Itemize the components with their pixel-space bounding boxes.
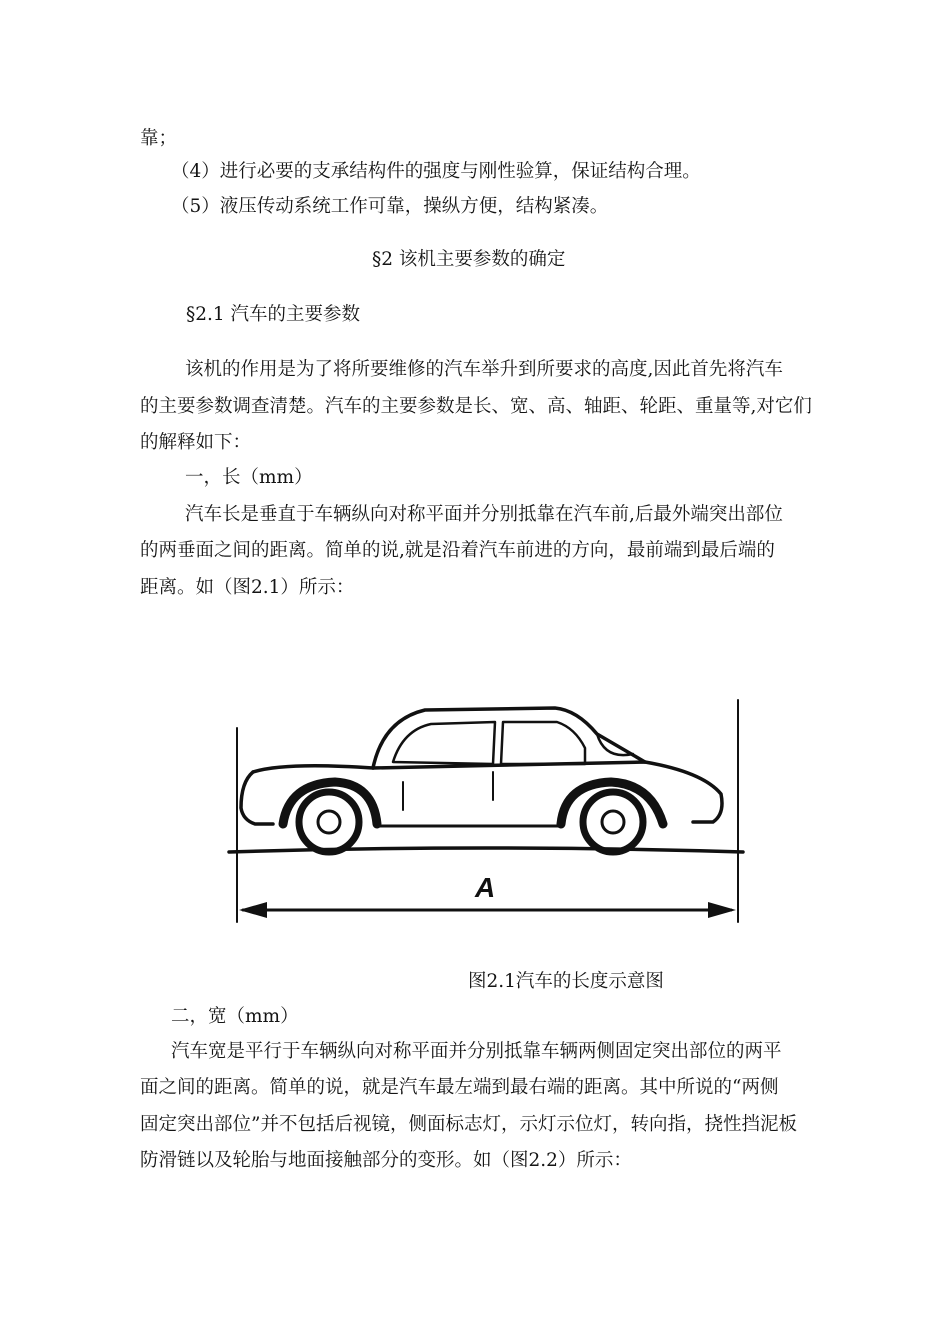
text-line: 面之间的距离。简单的说，就是汽车最左端到最右端的距离。其中所说的“两侧 [140,1077,779,1098]
subsection-title: §2.1 汽车的主要参数 [186,304,361,325]
text-line: 距离。如（图2.1）所示： [140,577,355,598]
text-line: 二，宽（mm） [171,1006,299,1027]
text-line: （5）液压传动系统工作可靠，操纵方便，结构紧凑。 [171,196,609,217]
text-line: 该机的作用是为了将所要维修的汽车举升到所要求的高度,因此首先将汽车 [185,359,783,380]
text-line: 靠； [140,128,178,149]
figure-caption: 图2.1汽车的长度示意图 [468,971,664,992]
text-line: 汽车宽是平行于车辆纵向对称平面并分别抵靠车辆两侧固定突出部位的两平 [171,1041,782,1062]
section-title: §2 该机主要参数的确定 [372,249,566,270]
text-line: 的解释如下： [140,432,252,453]
text-line: 防滑链以及轮胎与地面接触部分的变形。如（图2.2）所示： [140,1150,632,1171]
text-line: 固定突出部位”并不包括后视镜，侧面标志灯，示灯示位灯，转向指，挠性挡泥板 [140,1114,797,1135]
car-length-figure [225,690,750,935]
text-line: 汽车长是垂直于车辆纵向对称平面并分别抵靠在汽车前,后最外端突出部位 [185,504,783,525]
text-line: 的主要参数调查清楚。汽车的主要参数是长、宽、高、轴距、轮距、重量等,对它们 [140,396,812,417]
text-line: 的两垂面之间的距离。简单的说,就是沿着汽车前进的方向，最前端到最后端的 [140,540,775,561]
text-line: 一，长（mm） [185,467,313,488]
dimension-label: A [475,872,496,903]
text-line: （4）进行必要的支承结构件的强度与刚性验算，保证结构合理。 [171,161,701,182]
car-side-outline-icon [225,690,750,935]
